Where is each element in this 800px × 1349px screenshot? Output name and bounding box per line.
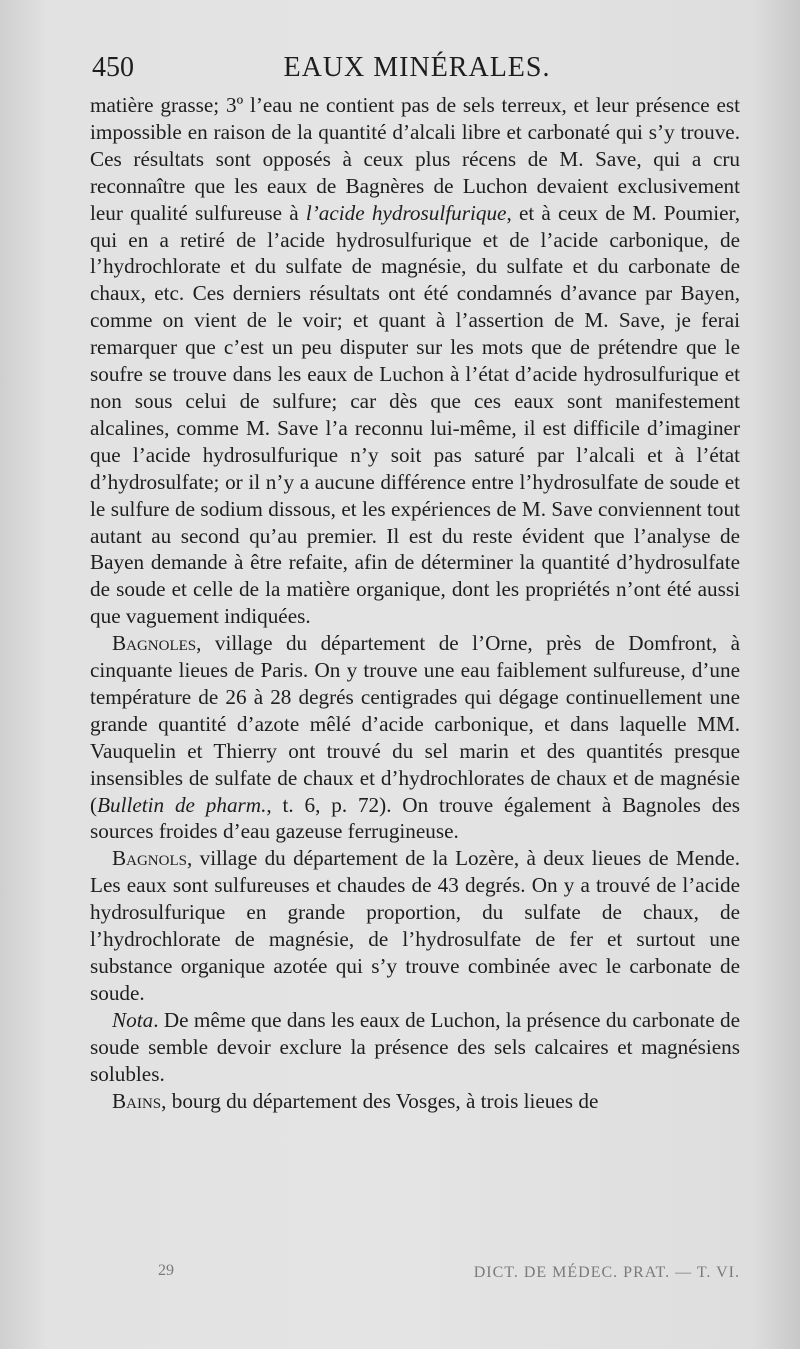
italic-text: l’acide hydrosulfurique xyxy=(305,200,507,225)
running-title: EAUX MINÉRALES. xyxy=(283,52,551,83)
page-header xyxy=(92,52,742,92)
smallcaps-text: Bagnoles xyxy=(112,631,197,656)
page-footer xyxy=(150,1262,740,1288)
text-run: . De même que dans les eaux de Luchon, la présence du carbonate de soude semble devoir exclure la présence des sels calcaires et magnésiens solubles. xyxy=(90,1007,740,1086)
page-number: 450 xyxy=(92,52,134,83)
text-run: matière grasse; 3º l’eau ne contient pas de sels terreux, et leur présence est impossible en raison de la quantité d’alcali libre et carbonaté qui s’y trouve. Ces résultats sont opposés à ceux plus récens de M. Save, qui a cru reconnaître que les eaux de Bagnères de Luchon devaient exclusivement leur qualité sulfureuse à xyxy=(90,93,740,225)
paragraph-bagnoles xyxy=(90,630,740,845)
text-run: , t. 6, p. 72). On trouve également à Bagnoles des sources froides d’eau gazeuse ferrugineuse. xyxy=(90,792,740,844)
text-run: , village du département de l’Orne, près de Domfront, à cinquante lieues de Paris. On y trouve une eau faiblement sulfureuse, d’une température de 26 à 28 degrés centigrades qui dégage continuellement une grande quantité d’azote mêlé d’acide carbonique, et dans laquelle MM. Vauquelin et Thierry ont trouvé du sel marin et des quantités presque insensibles de sulfate de chaux et d’hydrochlorates de chaux et de magnésie ( xyxy=(90,631,740,817)
smallcaps-text: Bains xyxy=(112,1088,162,1113)
italic-text: Bulletin de pharm. xyxy=(97,792,267,817)
smallcaps-text: Bagnols xyxy=(112,846,187,871)
body-text xyxy=(90,92,740,1114)
text-run: , et à ceux de M. Poumier, qui en a retiré de l’acide hydrosulfurique et de l’acide carbonique, de l’hydrochlorate et du sulfate de magnésie, du sulfate et du carbonate de chaux, etc. Ces derniers résultats ont été condamnés d’avance par Bayen, comme on vient de le voir; et quant à l’assertion de M. Save, je ferai remarquer que c’est un peu disputer sur les mots que de prétendre que le soufre se trouve dans les eaux de Luchon à l’état d’acide hydrosulfurique et non sous celui de sulfure; car dès que ces eaux sont manifestement alcalines, comme M. Save l’a reconnu lui-même, il est difficile d’imaginer que l’acide hydrosulfurique n’y soit pas saturé par l’alcali et à l’état d’hydrosulfate; or il n’y a aucune différence entre l’hydrosulfate de soude et le sulfure de sodium dissous, et les expériences de M. Save conviennent tout autant au second qu’au premier. Il est du reste évident que l’analyse de Bayen demande à être refaite, afin de déterminer la quantité d’hydrosulfate de soude et celle de la matière organique, dont les propriétés n’ont été aussi que vaguement indiquées. xyxy=(90,200,740,629)
text-run: , village du département de la Lozère, à deux lieues de Mende. Les eaux sont sulfureuses et chaudes de 43 degrés. On y a trouvé de l’acide hydrosulfurique en grande proportion, du sulfate de chaux, de l’hydrochlorate de magnésie, de l’hydrosulfate de fer et surtout une substance organique azotée qui s’y trouve combinée avec le carbonate de soude. xyxy=(90,846,740,1005)
signature-mark: 29 xyxy=(158,1262,174,1279)
paragraph-nota xyxy=(90,1007,740,1088)
paragraph-bains xyxy=(90,1088,740,1115)
paragraph-bagnols xyxy=(90,845,740,1006)
running-footer: DICT. DE MÉDEC. PRAT. — T. VI. xyxy=(473,1264,740,1281)
text-run: , bourg du département des Vosges, à trois lieues de xyxy=(161,1088,599,1113)
italic-text: Nota xyxy=(112,1007,154,1032)
paragraph-continuation xyxy=(90,92,740,630)
